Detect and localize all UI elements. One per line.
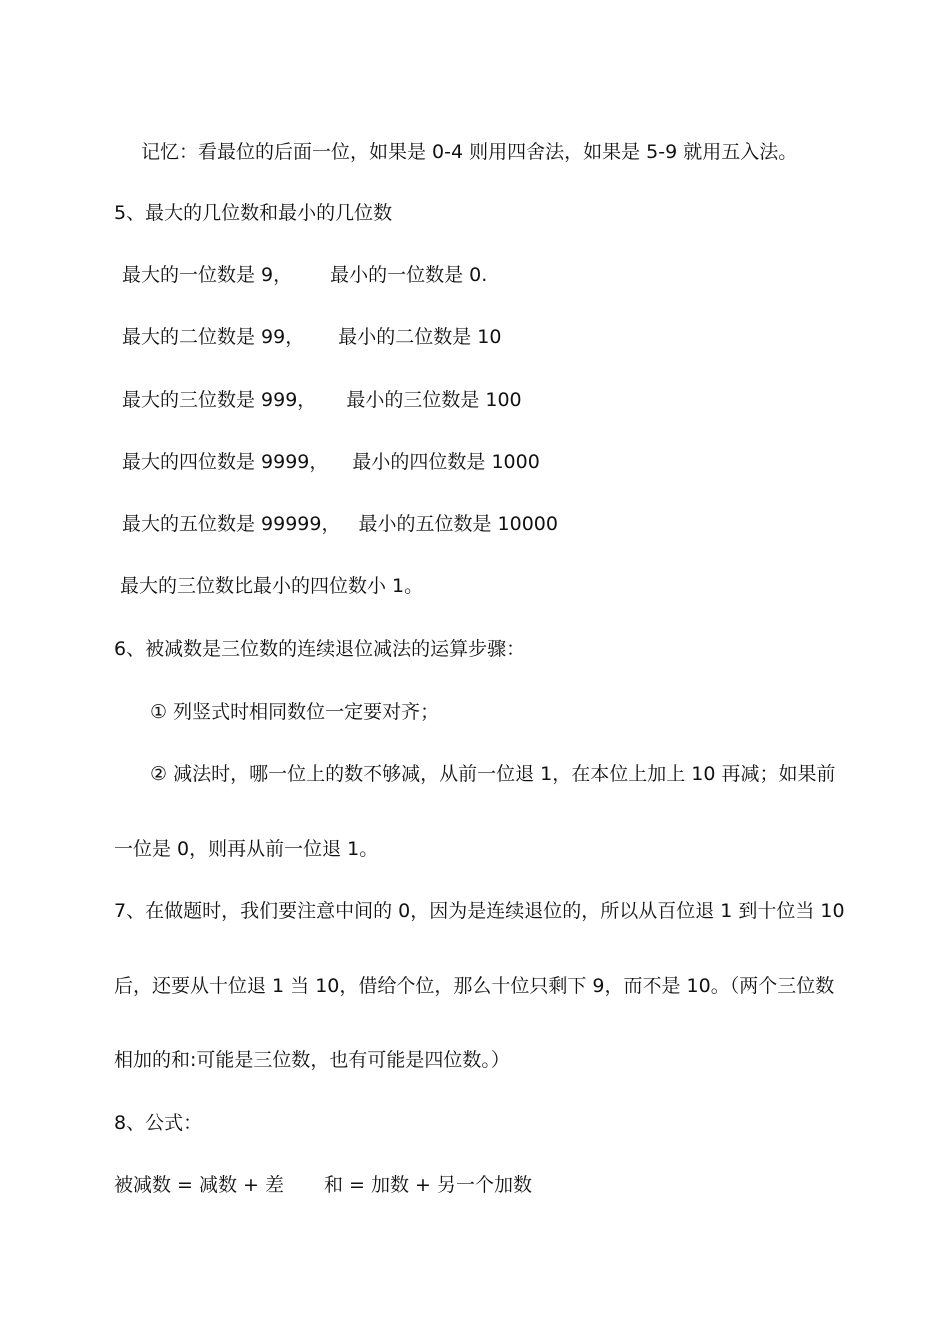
section-5-heading: 5、最大的几位数和最小的几位数 bbox=[114, 202, 393, 224]
max-three-digit: 最大的三位数是 999， bbox=[122, 389, 317, 411]
section-7-line-2: 后，还要从十位退 1 当 10，借给个位，那么十位只剩下 9，而不是 10。（两个三位数 bbox=[114, 975, 835, 997]
memory-tip: 记忆：看最位的后面一位，如果是 0-4 则用四舍法，如果是 5-9 就用五入法。 bbox=[141, 141, 798, 163]
section-5-note: 最大的三位数比最小的四位数小 1。 bbox=[120, 575, 424, 597]
min-five-digit: 最小的五位数是 10000 bbox=[358, 513, 558, 535]
max-min-row-5 bbox=[122, 511, 558, 537]
max-two-digit: 最大的二位数是 99， bbox=[122, 326, 305, 348]
max-four-digit: 最大的四位数是 9999， bbox=[122, 451, 329, 473]
section-6-step-2-continued: 一位是 0，则再从前一位退 1。 bbox=[114, 838, 379, 860]
max-min-row-4 bbox=[122, 449, 540, 475]
section-8-formulas bbox=[114, 1172, 532, 1198]
min-one-digit: 最小的一位数是 0. bbox=[330, 264, 488, 286]
formula-sum: 和 = 加数 + 另一个加数 bbox=[324, 1174, 532, 1196]
section-7-line-1: 7、在做题时，我们要注意中间的 0，因为是连续退位的，所以从百位退 1 到十位当 10 bbox=[114, 900, 845, 922]
max-min-row-3 bbox=[122, 387, 522, 413]
min-four-digit: 最小的四位数是 1000 bbox=[352, 451, 540, 473]
section-8-heading: 8、公式： bbox=[114, 1112, 203, 1134]
formula-minuend: 被减数 = 减数 + 差 bbox=[114, 1174, 284, 1196]
section-6-heading: 6、被减数是三位数的连续退位减法的运算步骤： bbox=[114, 638, 526, 660]
max-five-digit: 最大的五位数是 99999， bbox=[122, 513, 341, 535]
min-three-digit: 最小的三位数是 100 bbox=[346, 389, 522, 411]
min-two-digit: 最小的二位数是 10 bbox=[338, 326, 502, 348]
max-min-row-1 bbox=[122, 262, 487, 288]
section-6-step-1: ① 列竖式时相同数位一定要对齐； bbox=[150, 701, 440, 723]
section-7-line-3: 相加的和:可能是三位数，也有可能是四位数。） bbox=[114, 1049, 510, 1071]
max-one-digit: 最大的一位数是 9， bbox=[122, 264, 293, 286]
max-min-row-2 bbox=[122, 324, 501, 350]
section-6-step-2: ② 减法时，哪一位上的数不够减，从前一位退 1，在本位上加上 10 再减；如果前 bbox=[150, 763, 836, 785]
